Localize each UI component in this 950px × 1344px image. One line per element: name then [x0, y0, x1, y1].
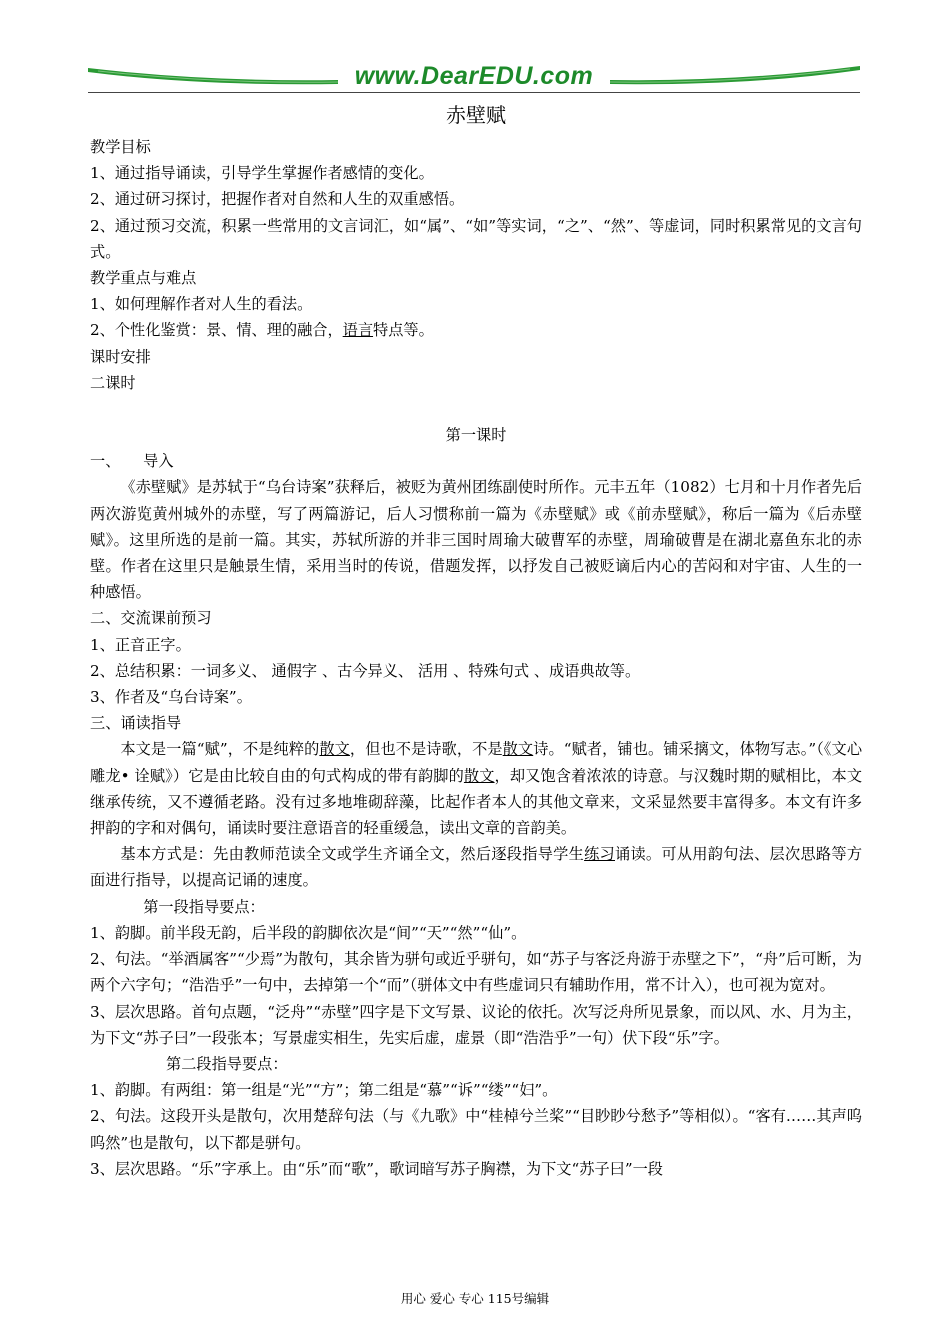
section-heading-schedule: 课时安排 [90, 347, 151, 366]
spacer [90, 396, 862, 422]
key-point-1: 1、如何理解作者对人生的看法。 [90, 295, 313, 314]
key-point-2 [90, 317, 862, 343]
part-2-item-3: 3、作者及“乌台诗案”。 [90, 688, 252, 707]
part-3-body [90, 736, 862, 841]
segment-1-point-3: 3、层次思路。首句点题，“泛舟”“赤壁”四字是下文写景、议论的依托。次写泛舟所见景象，而以风、水、月为主，为下文“苏子曰”一段张本；写景虚实相生，先实后虚，虚景（即“浩浩乎”一句）伏下段“乐”字。 [90, 1002, 862, 1047]
link-prose-2[interactable]: 散文 [502, 740, 534, 759]
part-2-item-1: 1、正音正字。 [90, 635, 191, 654]
part-1-heading: 一、 导入 [90, 452, 174, 471]
key-point-2-text-a: 2、个性化鉴赏：景、情、理的融合， [90, 321, 343, 340]
part-3-text-a: 本文是一篇“赋”，不是纯粹的 [120, 740, 320, 759]
method-paragraph [90, 841, 862, 893]
method-text-b: 诵读。可从用韵句法、层次思路等方面进行指导，以提高记诵的速度。 [90, 845, 863, 890]
segment-2-point-1: 1、韵脚。有两组：第一组是“光”“方”；第二组是“慕”“诉”“缕”“妇”。 [90, 1081, 558, 1100]
link-practice[interactable]: 练习 [584, 845, 615, 864]
part-3-text-c: 诗。“赋者，铺也。铺采摛文，体物写志。”（《文心雕龙• 诠赋》）它是由比较自由的句式构成的带有韵脚的 [90, 740, 863, 785]
page-footer: 用心 爱心 专心 115号编辑 [400, 1291, 550, 1306]
link-prose-3[interactable]: 散文 [463, 766, 495, 785]
segment-1-heading: 第一段指导要点： [143, 897, 265, 916]
section-heading-key-points: 教学重点与难点 [90, 269, 197, 288]
document-body [90, 98, 862, 1182]
part-2-item-2: 2、总结积累：一词多义、 通假字 、古今异义、 活用 、特殊句式 、成语典故等。 [90, 661, 641, 680]
key-point-2-text-b: 特点等。 [373, 321, 434, 340]
objective-3: 2、通过预习交流，积累一些常用的文言词汇，如“属”、“如”等实词，“之”、“然”、等虚词，同时积累常见的文言句式。 [90, 216, 862, 261]
link-prose-1[interactable]: 散文 [319, 740, 350, 759]
segment-2-heading: 第二段指导要点： [166, 1054, 288, 1073]
objective-2: 2、通过研习探讨，把握作者对自然和人生的双重感悟。 [90, 190, 465, 209]
document-title: 赤壁赋 [446, 103, 506, 127]
segment-1-point-1: 1、韵脚。前半段无韵，后半段的韵脚依次是“间”“天”“然”“仙”。 [90, 923, 527, 942]
objective-1: 1、通过指导诵读，引导学生掌握作者感情的变化。 [90, 164, 434, 183]
site-logo[interactable]: www.DearEDU.com [354, 62, 594, 90]
segment-2-point-3: 3、层次思路。“乐”字承上。由“乐”而“歌”，歌词暗写苏子胸襟，为下文“苏子曰”一段 [90, 1159, 663, 1178]
segment-1-point-2: 2、句法。“举酒属客”“少焉”为散句，其余皆为骈句或近乎骈句，如“苏子与客泛舟游于赤壁之下”，“舟”后可断，为两个六字句；“浩浩乎”一句中，去掉第一个“而”（骈体文中有些虚词只有辅助作用，常不计入），也可视为宽对。 [90, 950, 862, 995]
method-text-a: 基本方式是：先由教师范读全文或学生齐诵全文，然后逐段指导学生 [120, 845, 585, 864]
part-2-heading: 二、交流课前预习 [90, 609, 212, 628]
site-header [88, 58, 860, 94]
lesson-1-heading: 第一课时 [445, 426, 507, 445]
segment-2-point-2: 2、句法。这段开头是散句，次用楚辞句法（与《九歌》中“桂棹兮兰桨”“目眇眇兮愁予”等相似）。“客有……其声呜呜然”也是散句，以下都是骈句。 [90, 1107, 862, 1152]
section-heading-objectives: 教学目标 [90, 138, 151, 156]
part-1-body: 《赤壁赋》是苏轼于“乌台诗案”获释后，被贬为黄州团练副使时所作。元丰五年（1082）七月和十月作者先后两次游览黄州城外的赤壁，写了两篇游记，后人习惯称前一篇为《赤壁赋》或《前赤壁赋》，称后一篇为《后赤壁赋》。这里所选的是前一篇。其实，苏轼所游的并非三国时周瑜大破曹军的赤壁，周瑜破曹是在湖北嘉鱼东北的赤壁。作者在这里只是触景生情，采用当时的传说，借题发挥，以抒发自己被贬谪后内心的苦闷和对宇宙、人生的一种感悟。 [90, 478, 862, 602]
part-3-text-d: ，却又饱含着浓浓的诗意。与汉魏时期的赋相比，本文继承传统，又不遵循老路。没有过多地堆砌辞藻，比起作者本人的其他文章来，文采显然要丰富得多。本文有许多押韵的字和对偶句，诵读时要注意语音的轻重缓急，读出文章的音韵美。 [90, 766, 863, 838]
link-language[interactable]: 语言 [342, 321, 374, 340]
part-3-text-b: ，但也不是诗歌，不是 [349, 740, 503, 759]
schedule-body: 二课时 [90, 373, 136, 392]
header-rule [88, 92, 860, 93]
part-3-heading: 三、诵读指导 [90, 714, 182, 733]
